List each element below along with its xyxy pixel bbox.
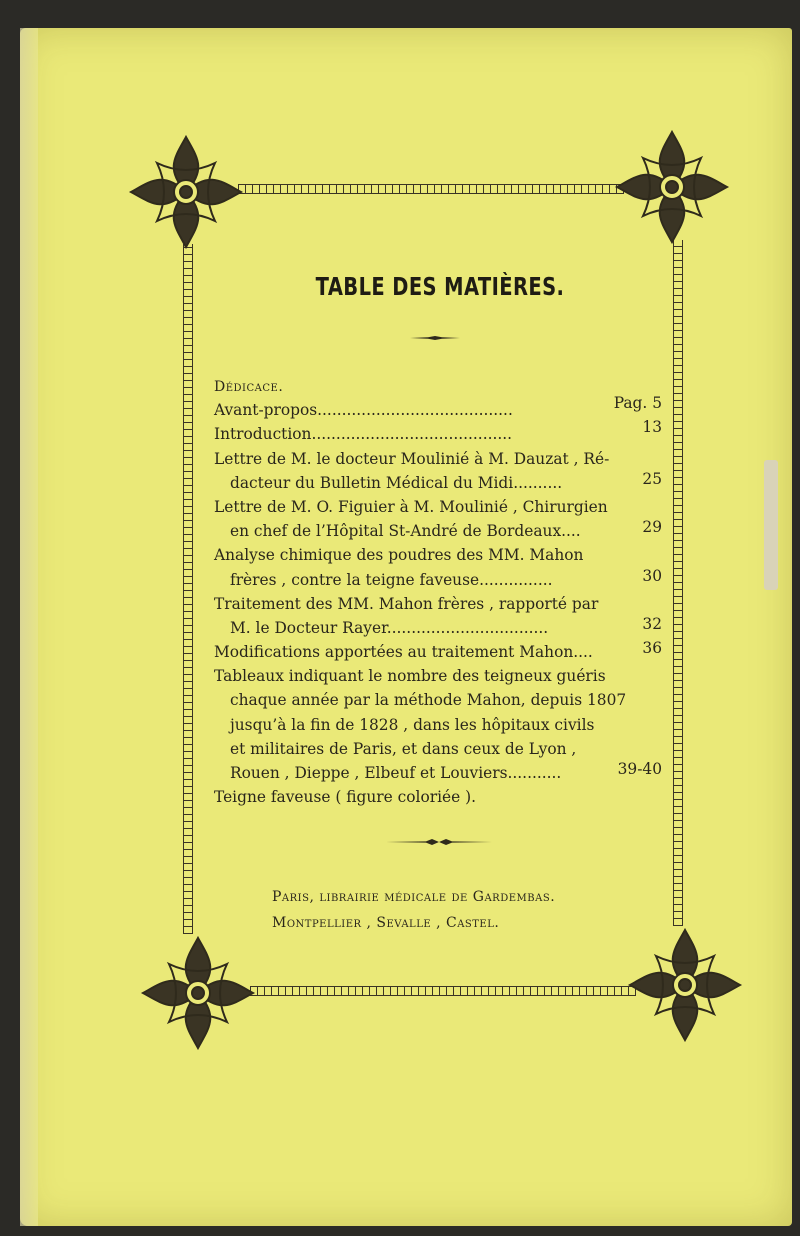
toc-entry-text: Traitement des MM. Mahon frères , rapporté par xyxy=(214,594,599,613)
imprint xyxy=(272,884,612,936)
toc-page-number: 29 xyxy=(642,518,662,537)
toc-page-number: 30 xyxy=(642,566,662,585)
toc-entry-text: et militaires de Paris, et dans ceux de Lyon , xyxy=(230,739,577,758)
section-rule xyxy=(386,838,492,846)
toc-entry-lettre-moulinie-cont xyxy=(214,471,666,495)
toc-list xyxy=(214,374,666,809)
toc-entry-avant-propos xyxy=(214,394,666,422)
page-title: TABLE DES MATIÈRES. xyxy=(315,272,565,301)
toc-entry-tableaux-cont-4 xyxy=(214,761,666,785)
toc-entry-analyse xyxy=(214,543,666,567)
corner-ornament-bottom-left xyxy=(139,934,257,1052)
toc-page-number: 36 xyxy=(642,639,662,658)
toc-page-number: 32 xyxy=(642,614,662,633)
toc-entry-text: Modifications apportées au traitement Mahon.... xyxy=(214,643,593,662)
toc-entry-lettre-figuier-cont xyxy=(214,519,666,543)
imprint-line-1: Paris, librairie médicale de Gardembas. xyxy=(272,889,556,905)
frame-top-border xyxy=(238,184,624,194)
toc-entry-text: Lettre de M. O. Figuier à M. Moulinié , Chirurgien xyxy=(214,497,608,516)
toc-entry-tableaux-cont-1 xyxy=(214,688,666,712)
toc-entry-modifications xyxy=(214,640,666,664)
toc-entry-traitement-cont xyxy=(214,616,666,640)
toc-page-number: 39-40 xyxy=(617,760,662,778)
toc-entry-text: Tableaux indiquant le nombre des teigneux guéris xyxy=(214,667,606,686)
page-edge xyxy=(20,28,38,1226)
toc-entry-teigne-faveuse xyxy=(214,785,666,809)
toc-entry-lettre-figuier xyxy=(214,495,666,519)
toc-entry-text: Lettre de M. le docteur Moulinié à M. Dauzat , Ré- xyxy=(214,449,610,468)
toc-entry-text: Dédicace. xyxy=(214,379,284,395)
frame-bottom-border xyxy=(250,986,636,996)
toc-entry-dedicace xyxy=(214,374,666,398)
frame-left-border xyxy=(183,244,193,934)
toc-entry-text: frères , contre la teigne faveuse............... xyxy=(230,570,553,589)
toc-entry-introduction xyxy=(214,418,666,446)
binding-tab xyxy=(764,460,778,590)
toc-page-number: 13 xyxy=(642,418,662,437)
toc-entry-traitement xyxy=(214,592,666,616)
imprint-line-2: Montpellier , Sevalle , Castel. xyxy=(272,915,500,931)
corner-ornament-bottom-right xyxy=(626,926,744,1044)
corner-ornament-top-left xyxy=(127,133,245,251)
toc-entry-text: Teigne faveuse ( figure coloriée ). xyxy=(214,788,476,807)
toc-entry-tableaux-cont-3 xyxy=(214,737,666,761)
toc-entry-text: en chef de l’Hôpital St-André de Bordeaux.... xyxy=(230,522,581,541)
frame-right-border xyxy=(673,240,683,926)
toc-entry-text: chaque année par la méthode Mahon, depuis 1807 xyxy=(230,691,627,710)
toc-entry-tableaux-cont-2 xyxy=(214,713,666,737)
toc-entry-text: Introduction......................................... xyxy=(214,425,513,444)
toc-entry-text: jusqu’à la fin de 1828 , dans les hôpitaux civils xyxy=(230,715,595,734)
toc-entry-tableaux xyxy=(214,664,666,688)
toc-entry-analyse-cont xyxy=(214,568,666,592)
toc-entry-text: M. le Docteur Rayer................................. xyxy=(230,618,549,637)
toc-page-number: Pag. 5 xyxy=(613,394,662,413)
toc-entry-text: Avant-propos........................................ xyxy=(214,401,513,420)
toc-entry-text: dacteur du Bulletin Médical du Midi.......... xyxy=(230,473,563,492)
title-rule xyxy=(410,336,460,340)
toc-entry-lettre-moulinie xyxy=(214,447,666,471)
toc-page-number: 25 xyxy=(642,469,662,488)
toc-entry-text: Rouen , Dieppe , Elbeuf et Louviers........... xyxy=(230,764,562,782)
corner-ornament-top-right xyxy=(613,128,731,246)
toc-entry-text: Analyse chimique des poudres des MM. Mahon xyxy=(214,546,584,565)
